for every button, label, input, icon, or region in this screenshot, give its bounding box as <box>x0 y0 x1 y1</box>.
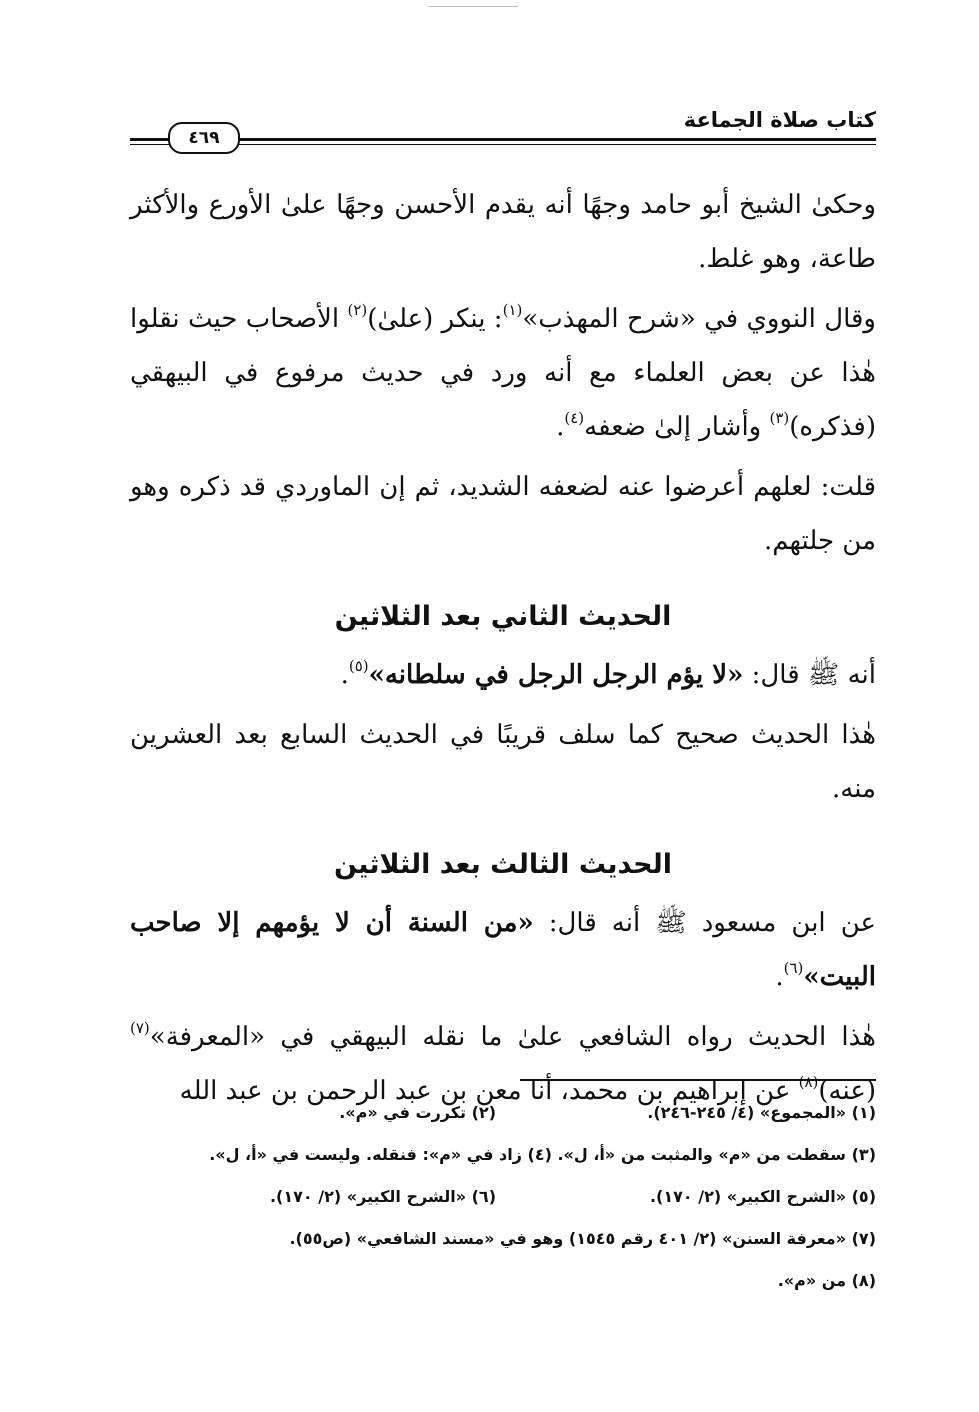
hadith-quote: «لا يؤم الرجل الرجل في سلطانه» <box>368 660 744 690</box>
text-segment: هٰذا الحديث رواه الشافعي علىٰ ما نقله البيهقي في «المعرفة» <box>149 1022 876 1052</box>
footnote-5: (٥) «الشرح الكبير» (٢/ ١٧٠). <box>649 1187 876 1206</box>
text-segment: الأصحاب حيث نقلوا هٰذا عن بعض العلماء مع أنه ورد في حديث مرفوع في البيهقي (فذكره) <box>130 304 876 442</box>
footnote-ref-8: (٨) <box>798 1073 819 1091</box>
header-rule-left <box>130 138 170 141</box>
text-segment: عن ابن مسعود ﷺ أنه قال: <box>533 908 876 938</box>
hadith-32-comment: هٰذا الحديث صحيح كما سلف قريبًا في الحديث السابع بعد العشرين منه. <box>130 720 876 804</box>
footnote-6: (٦) «الشرح الكبير» (٢/ ١٧٠). <box>269 1187 496 1206</box>
text-segment: . <box>556 412 565 442</box>
footnote-3-4: (٣) سقطت من «م» والمثبت من «أ، ل». (٤) زاد في «م»: فنقله. وليست في «أ، ل». <box>209 1145 876 1164</box>
hadith-quote: «من السنة أن لا يؤمهم إلا صاحب البيت» <box>130 908 876 992</box>
footnote-1: (١) «المجموع» (٤/ ٢٤٥-٢٤٦). <box>647 1103 876 1122</box>
book-title: كتاب صلاة الجماعة <box>683 108 876 132</box>
header-rule-left-thin <box>130 144 170 145</box>
text-segment: وأشار إلىٰ ضعفه <box>584 412 770 442</box>
footnote-line <box>130 1134 876 1176</box>
main-text <box>130 178 876 1118</box>
footnote-ref-2: (٢) <box>347 301 368 319</box>
page-number: ٤٦٩ <box>168 122 240 154</box>
text-segment: وقال النووي في «شرح المهذب» <box>522 304 876 334</box>
footnote-line <box>130 1260 876 1302</box>
footnote-line <box>130 1176 876 1218</box>
text-segment: : ينكر (علىٰ) <box>367 304 503 334</box>
paragraph-1: وحكىٰ الشيخ أبو حامد وجهًا أنه يقدم الأحسن وجهًا علىٰ الأورع والأكثر طاعة، وهو غلط. <box>130 190 876 274</box>
hadith-33-text <box>130 896 876 1004</box>
footnote-7: (٧) «معرفة السنن» (٢/ ٤٠١ رقم ١٥٤٥) وهو في «مسند الشافعي» (ص٥٥). <box>289 1229 876 1248</box>
paragraph-2 <box>130 292 876 454</box>
footnote-ref-1: (١) <box>502 301 523 319</box>
footnote-8: (٨) من «م». <box>777 1271 876 1290</box>
section-heading-hadith-33: الحديث الثالث بعد الثلاثين <box>334 849 672 880</box>
footnote-ref-4: (٤) <box>564 409 585 427</box>
hadith-32-text <box>130 648 876 702</box>
text-segment: . <box>775 962 784 992</box>
header-rule <box>236 138 876 141</box>
footnote-2: (٢) تكررت في «م». <box>339 1103 496 1122</box>
footnote-separator <box>520 1079 876 1081</box>
footnote-line <box>130 1218 876 1260</box>
footnote-ref-5: (٥) <box>348 657 369 675</box>
text-segment: عن إبراهيم بن محمد، أنا معن بن عبد الرحمن بن عبد الله <box>179 1076 799 1106</box>
footnote-ref-7: (٧) <box>130 1019 150 1037</box>
text-segment: . <box>340 660 349 690</box>
top-scan-mark <box>428 6 518 9</box>
footnote-line <box>130 1092 876 1134</box>
footnotes <box>130 1092 876 1302</box>
footnote-ref-3: (٣) <box>769 409 790 427</box>
running-header <box>130 108 876 154</box>
section-heading-hadith-32: الحديث الثاني بعد الثلاثين <box>334 601 672 632</box>
header-rule-thin <box>236 144 876 145</box>
footnote-ref-6: (٦) <box>783 959 804 977</box>
paragraph-3: قلت: لعلهم أعرضوا عنه لضعفه الشديد، ثم إن الماوردي قد ذكره وهو من جلتهم. <box>130 472 876 556</box>
text-segment: أنه ﷺ قال: <box>743 660 876 690</box>
text-segment: (عنه) <box>818 1076 876 1106</box>
